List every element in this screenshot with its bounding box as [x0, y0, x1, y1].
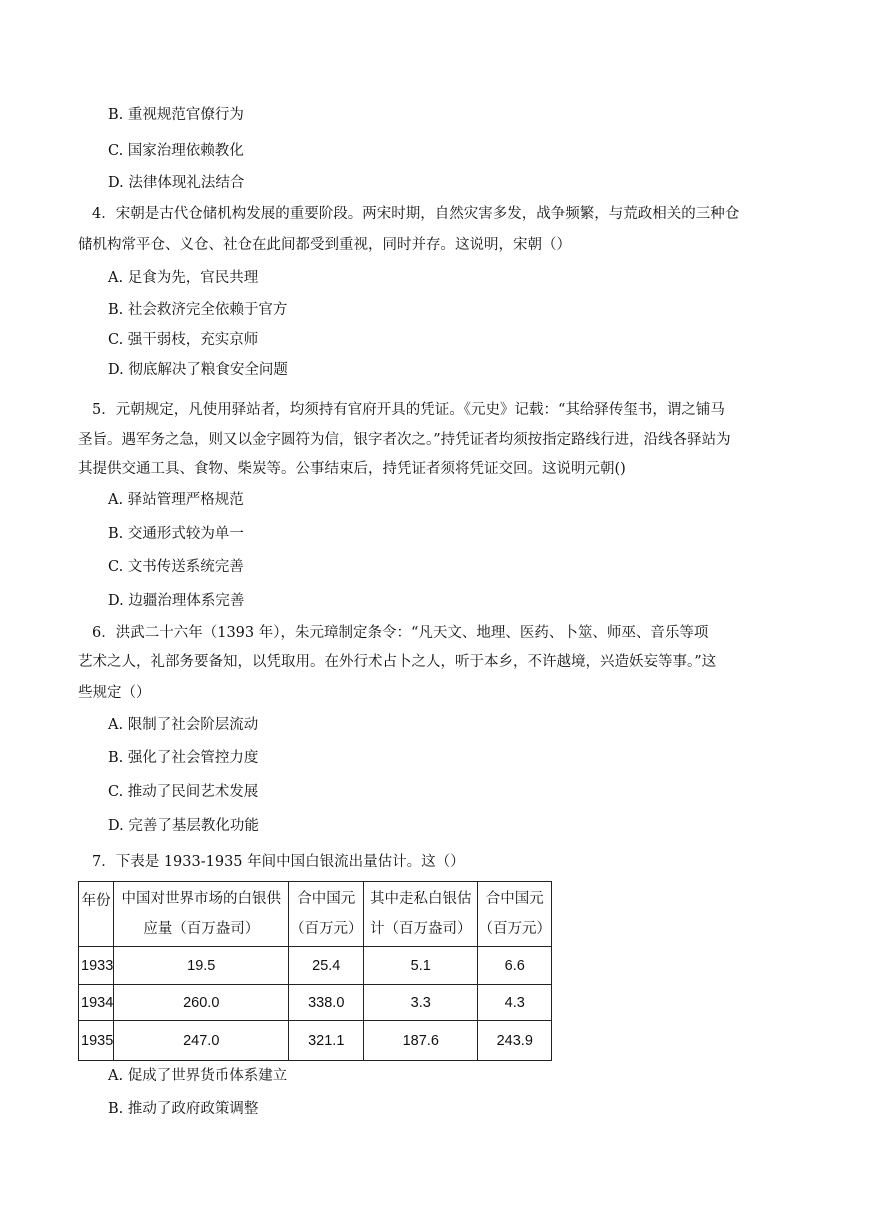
q7-stem: 7．下表是 1933-1935 年间中国白银流出量估计。这（）	[92, 854, 465, 870]
cell-year: 1933	[79, 947, 114, 985]
table-row	[79, 1021, 552, 1061]
header-supply: 中国对世界市场的白银供 应量（百万盎司）	[114, 882, 289, 947]
q5-option-d: D. 边疆治理体系完善	[108, 593, 245, 609]
cell-value: 247.0	[114, 1021, 289, 1061]
table-row	[79, 947, 552, 985]
cell-value: 5.1	[364, 947, 478, 985]
table-header-row	[79, 882, 552, 947]
q3-option-d: D. 法律体现礼法结合	[108, 175, 245, 191]
q5-option-c: C. 文书传送系统完善	[108, 559, 244, 575]
q3-option-b: B. 重视规范官僚行为	[108, 107, 244, 123]
cell-value: 338.0	[289, 985, 364, 1021]
cell-value: 6.6	[478, 947, 552, 985]
q4-option-b: B. 社会救济完全依赖于官方	[108, 302, 288, 318]
q6-option-c: C. 推动了民间艺术发展	[108, 784, 259, 800]
q4-option-c: C. 强干弱枝，充实京师	[108, 332, 259, 348]
q5-stem-line1: 5．元朝规定，凡使用驿站者，均须持有官府开具的凭证。《元史》记载：“其给驿传玺书，谓之铺马	[92, 402, 725, 418]
q6-option-b: B. 强化了社会管控力度	[108, 750, 259, 766]
q5-stem-line2: 圣旨。遇军务之急，则又以金字圆符为信，银字者次之。”持凭证者均须按指定路线行进，沿线各驿站为	[78, 432, 731, 448]
q5-option-b: B. 交通形式较为单一	[108, 526, 244, 542]
q4-stem-line1: 4．宋朝是古代仓储机构发展的重要阶段。两宋时期，自然灾害多发，战争频繁，与荒政相关的三种仓	[92, 206, 740, 222]
q6-option-d: D. 完善了基层教化功能	[108, 818, 259, 834]
q6-stem-line3: 些规定（）	[78, 685, 151, 701]
q4-stem-line2: 储机构常平仓、义仓、社仓在此间都受到重视，同时并存。这说明，宋朝（）	[78, 237, 571, 253]
q3-option-c: C. 国家治理依赖教化	[108, 143, 244, 159]
header-supply-yuan: 合中国元 （百万元）	[289, 882, 364, 947]
q7-option-b: B. 推动了政府政策调整	[108, 1101, 259, 1117]
cell-value: 243.9	[478, 1021, 552, 1061]
cell-value: 3.3	[364, 985, 478, 1021]
q6-stem-line2: 艺术之人，礼部务要备知，以凭取用。在外行术占卜之人，听于本乡，不许越境，兴造妖妄等事。”这	[78, 654, 717, 670]
q4-option-a: A. 足食为先，官民共理	[108, 270, 259, 286]
header-smuggled: 其中走私白银估 计（百万盎司）	[364, 882, 478, 947]
cell-value: 25.4	[289, 947, 364, 985]
cell-value: 4.3	[478, 985, 552, 1021]
cell-value: 187.6	[364, 1021, 478, 1061]
q5-option-a: A. 驿站管理严格规范	[108, 492, 244, 508]
cell-value: 19.5	[114, 947, 289, 985]
q4-option-d: D. 彻底解决了粮食安全问题	[108, 362, 288, 378]
q7-option-a: A. 促成了世界货币体系建立	[108, 1068, 288, 1084]
q6-option-a: A. 限制了社会阶层流动	[108, 717, 259, 733]
header-smuggled-yuan: 合中国元 （百万元）	[478, 882, 552, 947]
silver-outflow-table	[78, 881, 552, 1061]
cell-value: 260.0	[114, 985, 289, 1021]
cell-year: 1935	[79, 1021, 114, 1061]
cell-year: 1934	[79, 985, 114, 1021]
q6-stem-line1: 6．洪武二十六年（1393 年），朱元璋制定条令：“凡天文、地理、医药、卜筮、师巫、音乐等项	[92, 625, 709, 641]
header-year: 年份	[79, 882, 114, 947]
table-row	[79, 985, 552, 1021]
q5-stem-line3: 其提供交通工具、食物、柴炭等。公事结束后，持凭证者须将凭证交回。这说明元朝()	[78, 461, 626, 477]
cell-value: 321.1	[289, 1021, 364, 1061]
